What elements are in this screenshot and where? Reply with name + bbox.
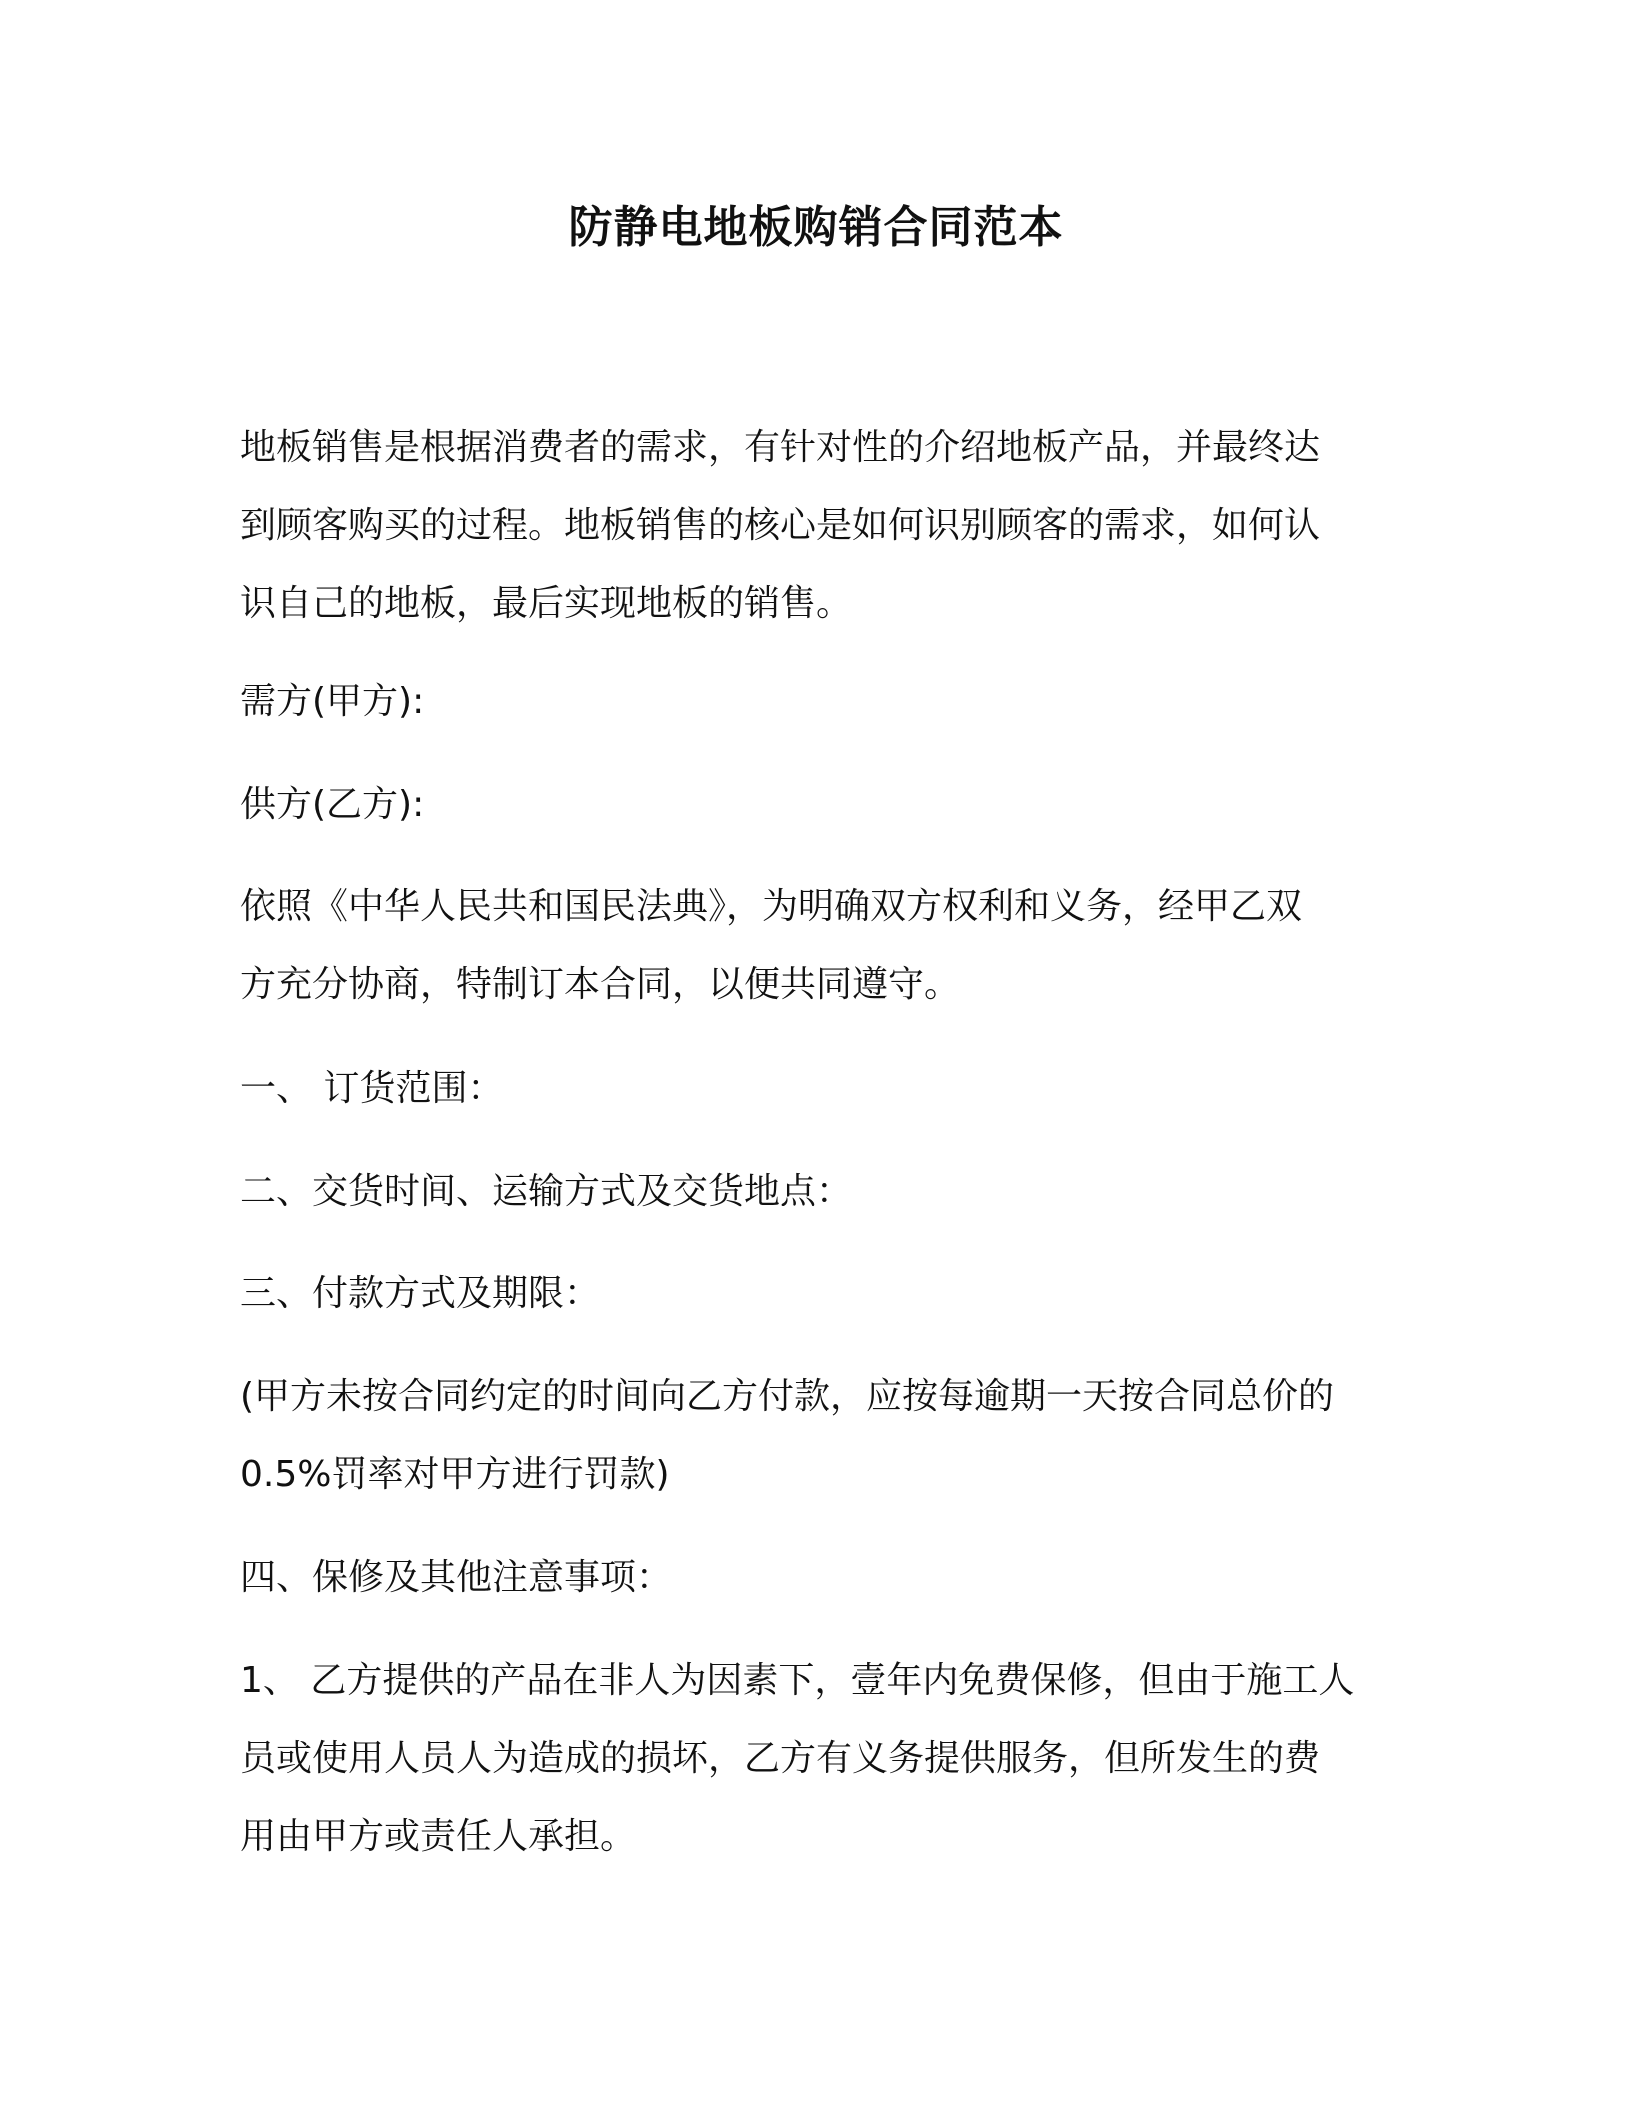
text-line: 方充分协商，特制订本合同，以便共同遵守。 xyxy=(240,964,961,1005)
text-line: 四、保修及其他注意事项： xyxy=(240,1557,673,1598)
document-title: 防静电地板购销合同范本 xyxy=(568,202,1064,253)
buyer-label xyxy=(240,663,1400,741)
text-line: 1、 乙方提供的产品在非人为因素下，壹年内免费保修，但由于施工人 xyxy=(240,1660,1355,1701)
text-line: 用由甲方或责任人承担。 xyxy=(240,1816,637,1857)
penalty-note-paragraph xyxy=(240,1358,1400,1514)
text-line: 一、 订货范围： xyxy=(240,1068,504,1109)
text-line: 依照《中华人民共和国民法典》，为明确双方权利和义务，经甲乙双 xyxy=(240,886,1303,927)
text-line: 地板销售是根据消费者的需求，有针对性的介绍地板产品，并最终达 xyxy=(240,427,1321,468)
text-line: 识自己的地板，最后实现地板的销售。 xyxy=(240,583,853,624)
section-heading-payment xyxy=(240,1255,1400,1333)
section-heading-delivery xyxy=(240,1153,1400,1231)
clause-1-paragraph xyxy=(240,1642,1400,1876)
text-line: 三、付款方式及期限： xyxy=(240,1273,601,1314)
text-line: 二、交货时间、运输方式及交货地点： xyxy=(240,1171,853,1212)
text-line: 员或使用人员人为造成的损坏，乙方有义务提供服务，但所发生的费 xyxy=(240,1738,1321,1779)
section-heading-order-scope xyxy=(240,1050,1400,1128)
preamble-paragraph xyxy=(240,868,1400,1024)
text-line: (甲方未按合同约定的时间向乙方付款，应按每逾期一天按合同总价的 xyxy=(240,1376,1335,1417)
text-line: 0.5%罚率对甲方进行罚款) xyxy=(240,1454,670,1495)
intro-paragraph xyxy=(240,409,1400,643)
text-line: 到顾客购买的过程。地板销售的核心是如何识别顾客的需求，如何认 xyxy=(240,505,1321,546)
text-line: 需方(甲方): xyxy=(240,681,425,722)
seller-label xyxy=(240,766,1400,844)
text-line: 供方(乙方): xyxy=(240,784,425,825)
section-heading-warranty xyxy=(240,1539,1400,1617)
